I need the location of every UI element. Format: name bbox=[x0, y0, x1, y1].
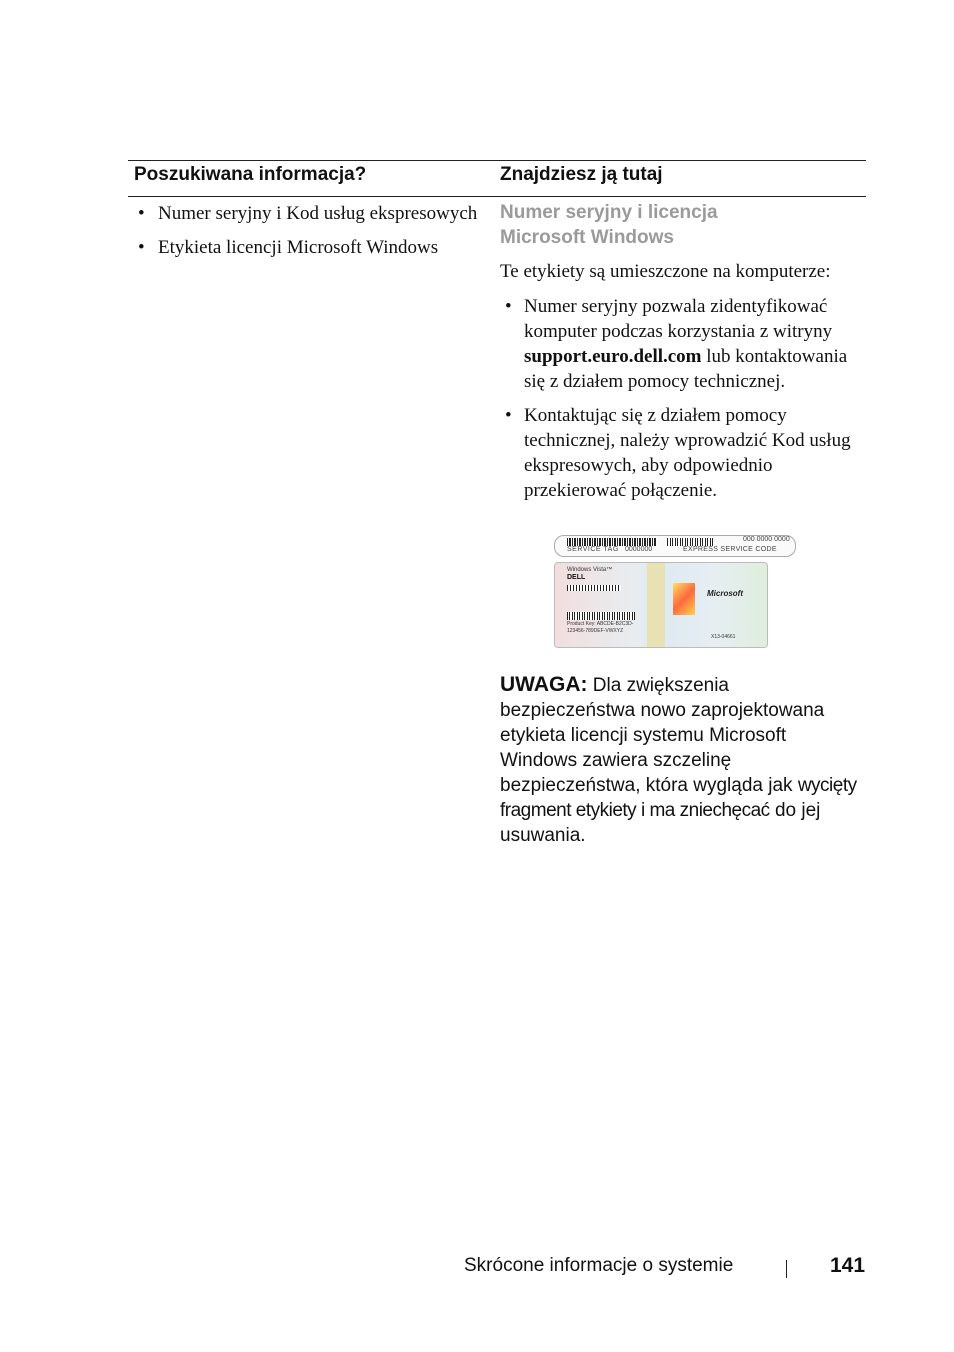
bullet-icon: • bbox=[505, 296, 512, 317]
list-item: • Numer seryjny pozwala zidentyfikować komputer podczas korzystania z witryny support.euro.dell.com lub kontaktowania się z działem pomocy technicznej. bbox=[505, 296, 848, 392]
bullet-icon: • bbox=[138, 203, 145, 224]
bullet-icon: • bbox=[505, 405, 512, 426]
note-label: UWAGA: bbox=[500, 673, 588, 696]
support-link[interactable]: support.euro.dell.com bbox=[524, 346, 702, 367]
bullet-icon: • bbox=[138, 237, 145, 258]
table-header-right: Znajdziesz ją tutaj bbox=[500, 164, 663, 185]
barcode bbox=[667, 538, 715, 546]
table-top-rule bbox=[128, 160, 866, 161]
service-tag-label: 000 0000 0000 SERVICE TAG 0000000 EXPRESS SERVICE CODE bbox=[554, 535, 796, 557]
list-item-text: Numer seryjny i Kod usług ekspresowych bbox=[158, 203, 478, 224]
microsoft-logo: Microsoft bbox=[707, 589, 743, 598]
hologram bbox=[673, 583, 695, 615]
list-item bbox=[138, 201, 498, 226]
table-header-rule bbox=[128, 196, 866, 197]
barcode bbox=[567, 538, 657, 546]
footer-divider bbox=[786, 1260, 787, 1278]
list-item-text: Etykieta licencji Microsoft Windows bbox=[158, 237, 439, 258]
barcode bbox=[567, 612, 635, 620]
table-header-left: Poszukiwana informacja? bbox=[134, 164, 367, 185]
security-strip bbox=[647, 563, 665, 647]
barcode bbox=[567, 585, 621, 591]
section-subheading: Numer seryjny i licencja Microsoft Windows bbox=[500, 202, 718, 248]
service-tag-and-license-label-image bbox=[554, 535, 796, 647]
note-text: Dla zwiększenia bezpieczeństwa nowo zaprojektowana etykieta licencji systemu Microsoft Windows zawiera szczelinę bezpieczeństwa, która wygląda jak bbox=[500, 675, 825, 796]
note-box: UWAGA: Dla zwiększenia bezpieczeństwa nowo zaprojektowana etykieta licencji systemu Microsoft Windows zawiera szczelinę bezpieczeństwa, która wygląda jak wycięty fragment etykiety i ma zniechęcać do jej usuwania. bbox=[500, 673, 857, 846]
intro-paragraph: Te etykiety są umieszczone na komputerze: bbox=[500, 261, 831, 282]
list-item: • Kontaktując się z działem pomocy technicznej, należy wprowadzić Kod usług ekspresowych, aby odpowiednio przekierować połączenie. bbox=[505, 405, 851, 501]
right-column bbox=[500, 200, 862, 512]
list-item bbox=[138, 235, 498, 260]
footer-section-title: Skrócone informacje o systemie bbox=[464, 1255, 734, 1276]
windows-license-label: Windows Vista™ DELL Product Key: ABCDE-B2C3D- 123456-789DEF-VWXYZ Microsoft X13-04661 bbox=[554, 562, 768, 648]
page-number: 141 bbox=[830, 1254, 866, 1277]
left-column bbox=[138, 201, 498, 269]
dell-logo: DELL bbox=[567, 574, 586, 581]
